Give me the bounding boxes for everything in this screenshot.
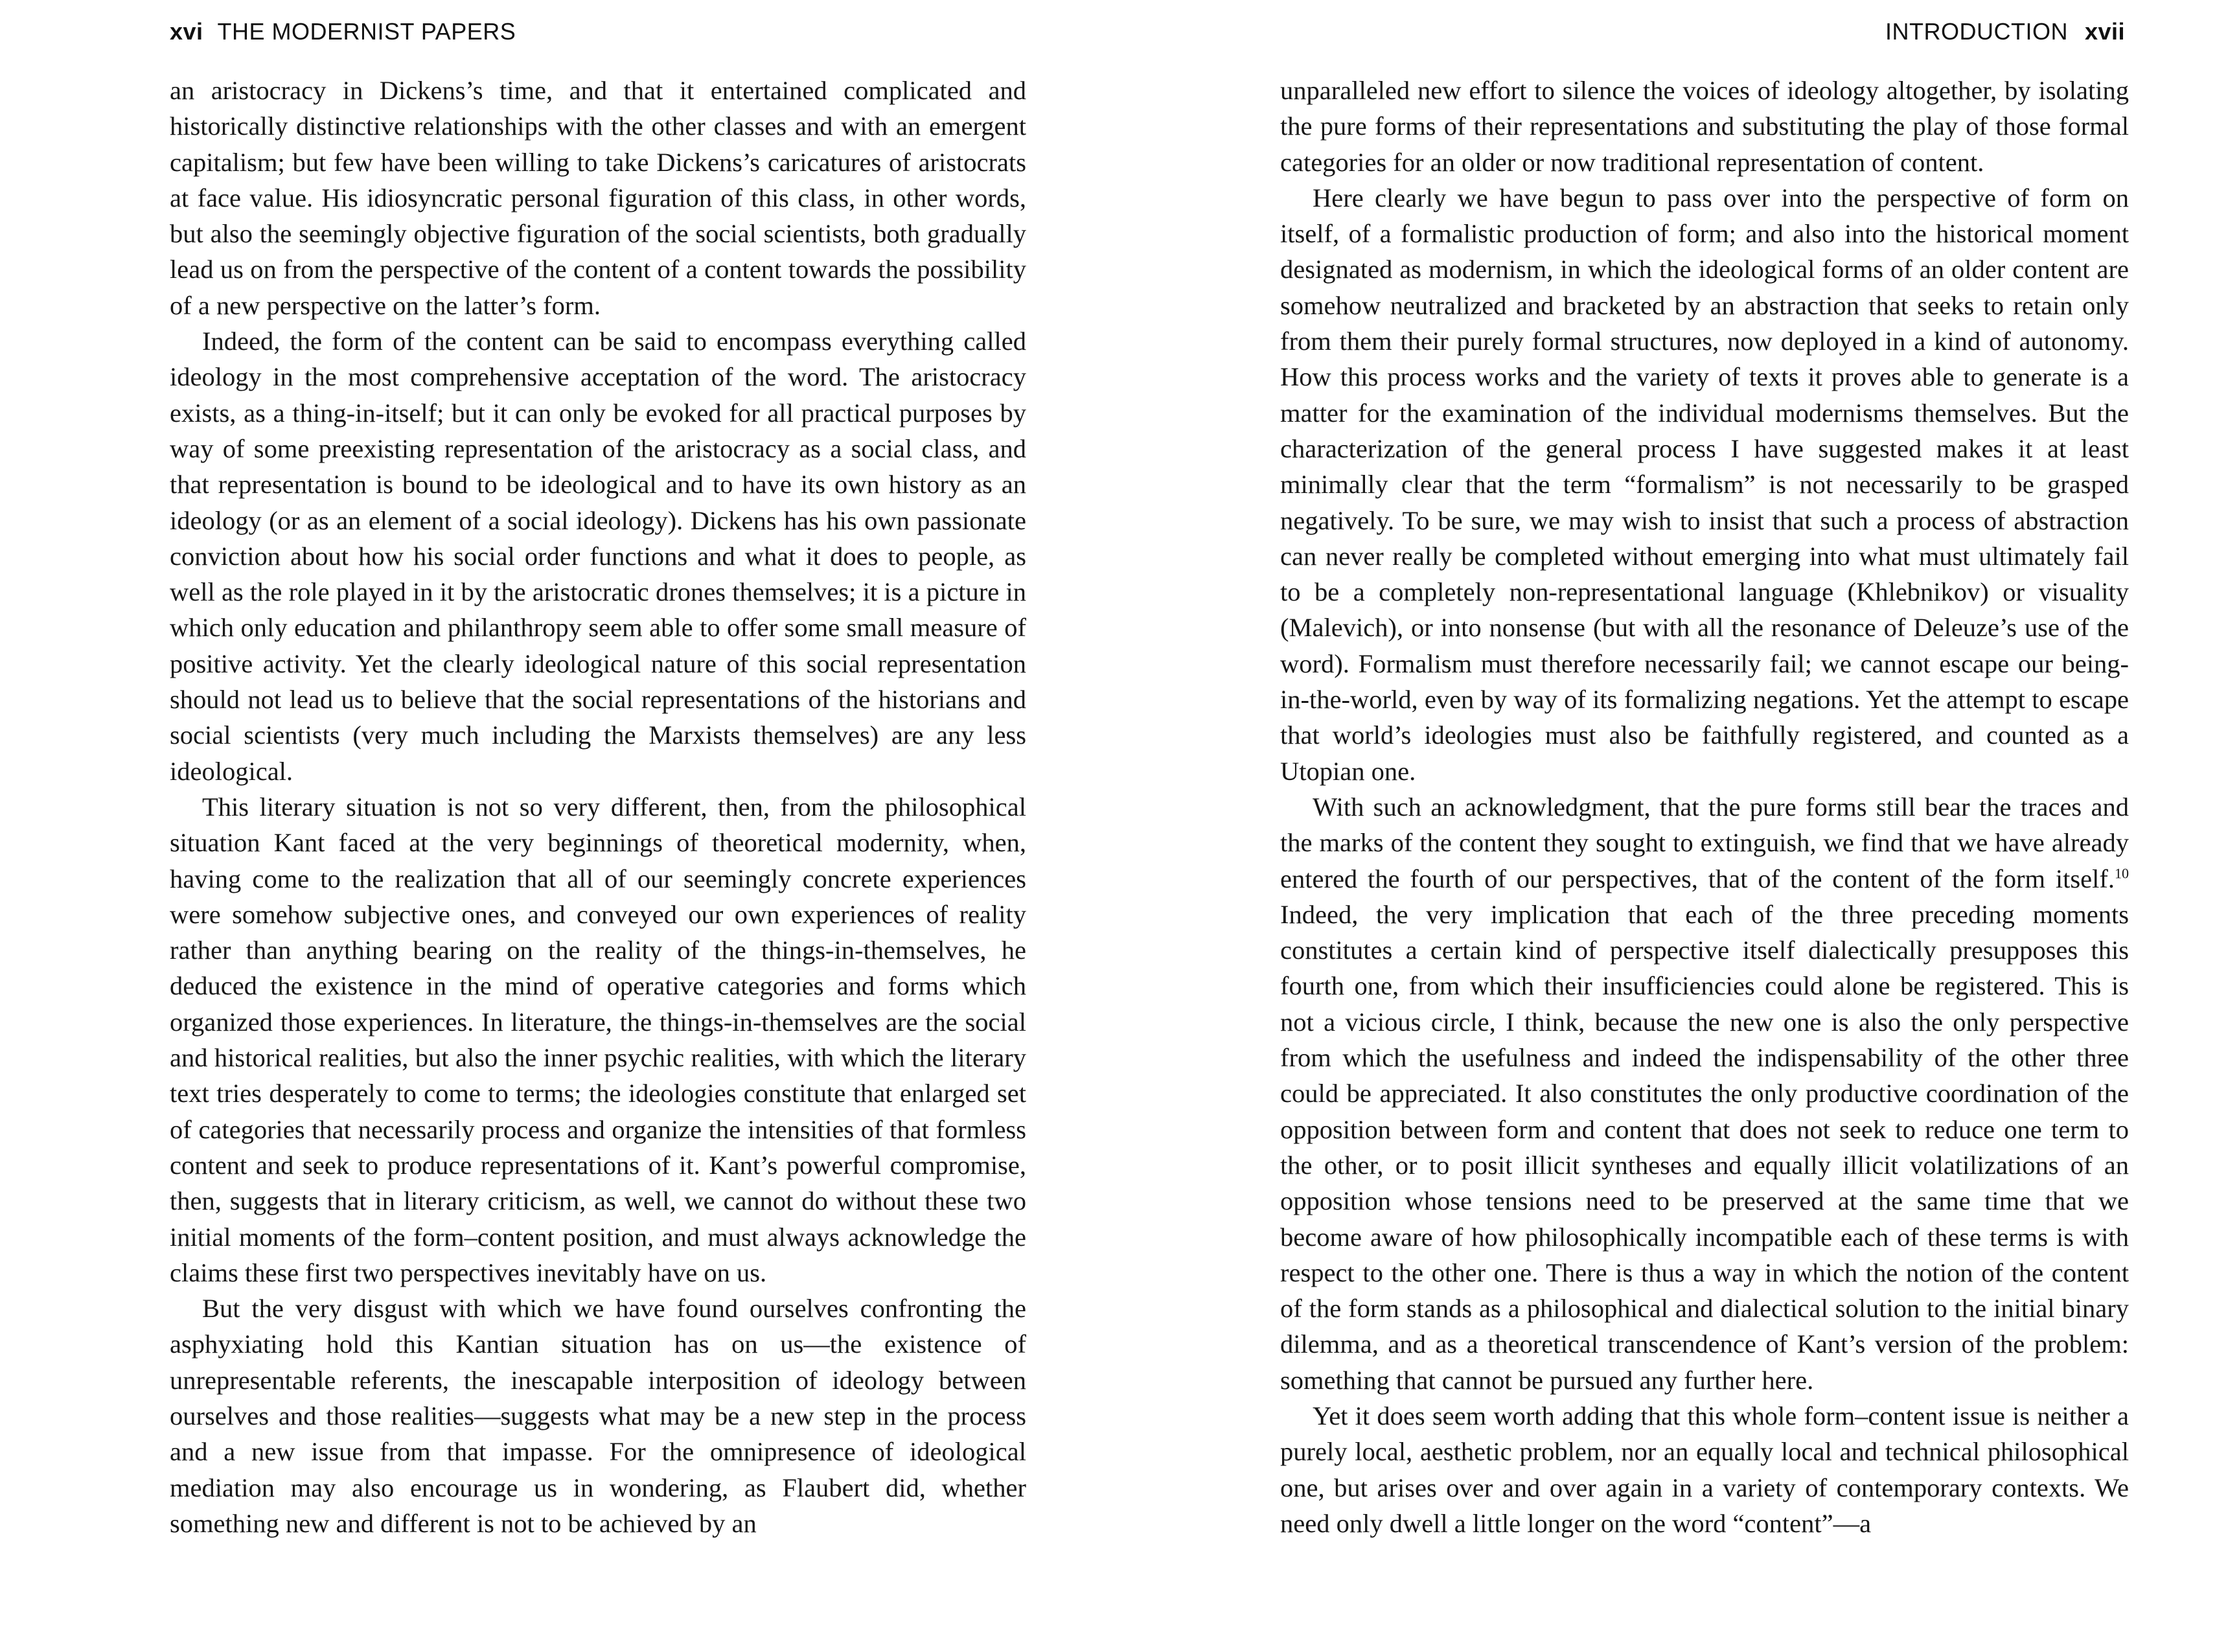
right-folio: xvii [2084, 18, 2125, 45]
paragraph: Here clearly we have begun to pass over into the perspective of form on itself, of a formalistic production of form; and also into the historical moment designated as modernism, in which the ideological forms of an older content are somehow neutralized and bracketed by an abstraction that seeks to retain only from them their purely formal structures, now deployed in a kind of autonomy. How this process works and the variety of texts it proves able to generate is a matter for the examination of the individual modernisms themselves. But the characterization of the general process I have suggested makes it at least minimally clear that the term “formalism” is not necessarily to be grasped negatively. To be sure, we may wish to insist that such a process of abstraction can never really be completed without emerging into what must ultimately fail to be a completely non-representational language (Khlebnikov) or visuality (Malevich), or into nonsense (but with all the resonance of Deleuze’s use of the word). Formalism must therefore necessarily fail; we cannot escape our being-in-the-world, even by way of its formalizing negations. Yet the attempt to escape that world’s ideologies must also be faithfully registered, and counted as a Utopian one. [1280, 183, 2129, 786]
paragraph-with-footnote [1280, 789, 2129, 1398]
left-text-block [170, 73, 1026, 1541]
paragraph: Indeed, the form of the content can be said to encompass everything called ideology in the most comprehensive acceptation of the word. The aristocracy exists, as a thing-in-itself; but it can only be evoked for all practical purposes by way of some preexisting representation of the aristocracy as a social class, and that representation is bound to be ideological and to have its own history as an ideology (or as an element of a social ideology). Dickens has his own passionate conviction about how his social order functions and what it does to people, as well as the role played in it by the aristocratic drones themselves; it is a picture in which only education and philanthropy seem able to offer some small measure of positive activity. Yet the clearly ideological nature of this social representation should not lead us to believe that the social representations of the historians and social scientists (very much including the Marxists themselves) are any less ideological. [170, 327, 1026, 786]
paragraph-text: Indeed, the very implication that each of the three preceding moments constitutes a certain kind of perspective itself dialectically presupposes this fourth one, from which their insufficiencies could alone be registered. This is not a vicious circle, I think, because the new one is also the only perspective from which the usefulness and indeed the indispensability of the other three could be appreciated. It also constitutes the only productive coordination of the opposition between form and content that does not seek to reduce one term to the other, or to posit illicit syntheses and equally illicit volatilizations of an opposition whose tensions need to be preserved at the same time that we become aware of how philosophically incompatible each of these terms is with respect to the other one. There is thus a way in which the notion of the content of the form stands as a philosophical and dialectical solution to the initial binary dilemma, and as a theoretical transcendence of Kant’s version of the problem: something that cannot be pursued any further here. [1280, 899, 2129, 1395]
right-head-title: INTRODUCTION [1885, 18, 2068, 45]
paragraph: But the very disgust with which we have found ourselves confronting the asphyxiating hold this Kantian situation has on us—the existence of unrepresentable referents, the inescapable interposition of ideology between ourselves and those realities—suggests what may be a new step in the process and a new issue from that impasse. For the omnipresence of ideological mediation may also encourage us in wondering, as Flaubert did, whether something new and different is not to be achieved by an [170, 1294, 1026, 1538]
paragraph-text: With such an acknowledgment, that the pure forms still bear the traces and the marks of the content they sought to extinguish, we find that we have already entered the fourth of our perspectives, that of the content of the form itself. [1280, 792, 2129, 893]
left-folio: xvi [170, 18, 203, 45]
paragraph: Yet it does seem worth adding that this whole form–content issue is neither a purely local, aesthetic problem, nor an equally local and technical philosophical one, but arises over and over again in a variety of contemporary contexts. We need only dwell a little longer on the word “content”—a [1280, 1401, 2129, 1538]
right-page [1120, 0, 2239, 1652]
right-text-block [1280, 73, 2129, 1541]
paragraph: unparalleled new effort to silence the voices of ideology altogether, by isolating the pure forms of their representations and substituting the play of those formal categories for an older or now traditional representation of content. [1280, 76, 2129, 177]
paragraph: This literary situation is not so very different, then, from the philosophical situation Kant faced at the very beginnings of theoretical modernity, when, having come to the realization that all of our seemingly concrete experiences were somehow subjective ones, and conveyed our own experiences of reality rather than anything bearing on the reality of the things-in-themselves, he deduced the existence in the mind of operative categories and forms which organized those experiences. In literature, the things-in-themselves are the social and historical realities, but also the inner psychic realities, with which the literary text tries desperately to come to terms; the ideologies constitute that enlarged set of categories that necessarily process and organize the intensities of that formless content and seek to produce representations of it. Kant’s powerful compromise, then, suggests that in literary criticism, as well, we cannot do without these two initial moments of the form–content position, and must always acknowledge the claims these first two perspectives inevitably have on us. [170, 792, 1026, 1287]
left-running-head [170, 18, 516, 45]
paragraph: an aristocracy in Dickens’s time, and that it entertained complicated and historically distinctive relationships with the other classes and with an emergent capitalism; but few have been willing to take Dickens’s caricatures of aristocrats at face value. His idiosyncratic personal figuration of this class, in other words, but also the seemingly objective figuration of the social scientists, both gradually lead us on from the perspective of the content of a content towards the possibility of a new perspective on the latter’s form. [170, 76, 1026, 320]
left-head-title: THE MODERNIST PAPERS [217, 18, 516, 45]
right-running-head [1885, 18, 2125, 45]
footnote-marker: 10 [2115, 865, 2129, 882]
